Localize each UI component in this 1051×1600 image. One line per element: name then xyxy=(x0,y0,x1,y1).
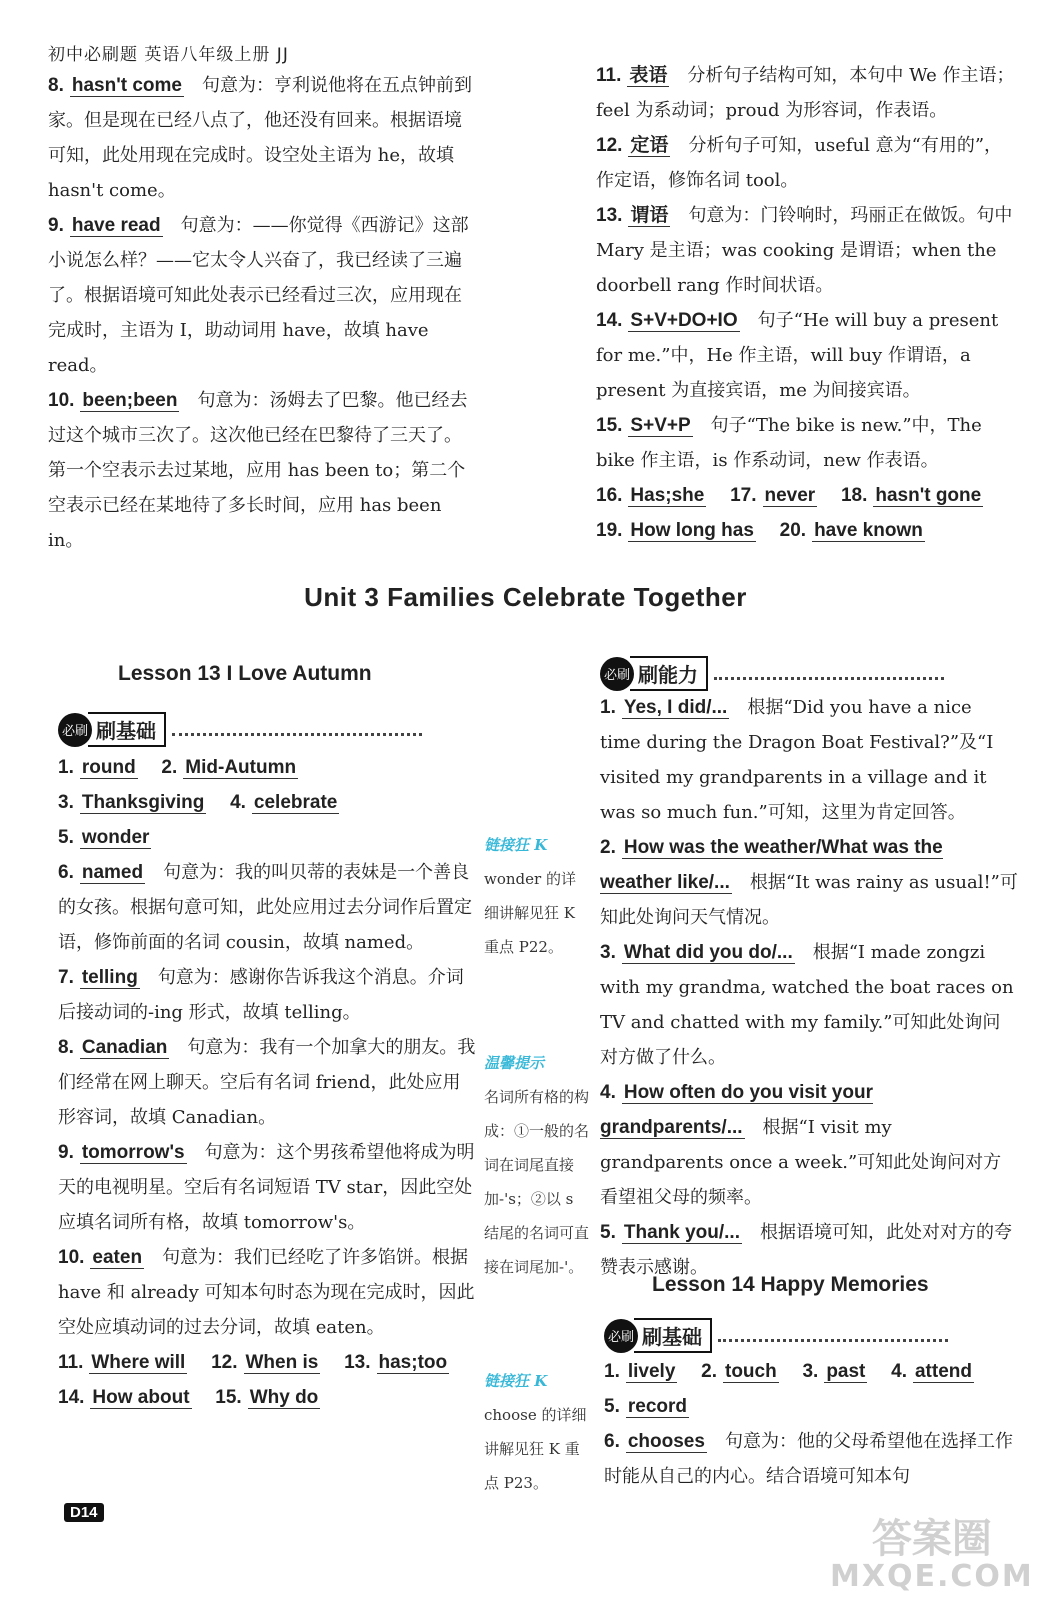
explanation: 句意为：我有一个加拿大的朋友。我们经常在网上聊天。空后有名词 friend，此处应用形容词，故填 Canadian。 xyxy=(58,1037,476,1128)
item-number: 1. xyxy=(58,757,74,778)
answer-text: 定语 xyxy=(630,135,669,156)
item-number: 5. xyxy=(600,1222,616,1243)
ability-column xyxy=(600,690,1018,1285)
explanation: 根据“I made zongzi with my grandma, watched the boat races on TV and chatted with my family.”可知此处询问对方做了什么。 xyxy=(600,942,1014,1068)
short-answer-row xyxy=(604,1389,1018,1424)
answer-item xyxy=(600,830,1018,935)
side-note-tag: 温馨提示 xyxy=(484,1054,545,1072)
item-number: 5. xyxy=(58,827,74,848)
item-number: 6. xyxy=(58,862,74,883)
lesson-13-column xyxy=(58,750,476,1415)
explanation: 句意为：感谢你告诉我这个消息。介词后接动词的-ing 形式，故填 telling。 xyxy=(58,967,464,1023)
badge-basic-14 xyxy=(604,1318,948,1353)
explanation: 句意为：他的父母希望他在选择工作时能从自己的内心。结合语境可知本句 xyxy=(604,1431,1013,1487)
item-number: 11. xyxy=(596,65,622,86)
answer-text: record xyxy=(627,1396,687,1417)
side-note-choose xyxy=(484,1364,590,1500)
answer-text: touch xyxy=(725,1361,777,1382)
answer-item xyxy=(604,1424,1018,1494)
answer-text: Where will xyxy=(91,1352,186,1373)
answer-item xyxy=(48,208,478,383)
explanation: 根据“It was rainy as usual!”可知此处询问天气情况。 xyxy=(600,872,1018,928)
answer-text: hasn't gone xyxy=(875,485,982,506)
answer-text: Thanksgiving xyxy=(81,792,205,813)
side-note-tag: 链接狂 K xyxy=(484,1372,548,1390)
item-number: 2. xyxy=(600,837,616,858)
side-note-possessive xyxy=(484,1046,590,1284)
item-number: 6. xyxy=(604,1431,620,1452)
badge-icon: 必刷 xyxy=(604,1319,638,1353)
item-number: 18. xyxy=(840,485,868,506)
answer-item xyxy=(596,128,1016,198)
lesson-13-title: Lesson 13 I Love Autumn xyxy=(118,662,372,685)
item-number: 4. xyxy=(600,1082,616,1103)
item-number: 3. xyxy=(600,942,616,963)
top-right-column xyxy=(596,58,1016,548)
explanation: 根据“I visit my grandparents once a week.”可知此处询问对方看望祖父母的频率。 xyxy=(600,1117,1002,1208)
explanation: 句意为：——你觉得《西游记》这部小说怎么样？——它太令人兴奋了，我已经读了三遍了。根据语境可知此处表示已经看过三次，应用现在完成时，主语为 I，助动词用 have，故填 have read。 xyxy=(48,215,469,376)
lesson-14-column xyxy=(604,1354,1018,1494)
explanation: 句意为：门铃响时，玛丽正在做饭。句中 Mary 是主语；was cooking 是谓语；when the doorbell rang 作时间状语。 xyxy=(596,205,1013,296)
answer-item xyxy=(58,1030,476,1135)
answer-text: eaten xyxy=(92,1247,143,1268)
answer-text: has;too xyxy=(378,1352,448,1373)
answer-text: telling xyxy=(81,967,138,988)
answer-item xyxy=(596,58,1016,128)
item-number: 9. xyxy=(48,215,64,236)
answer-item xyxy=(600,935,1018,1075)
item-number: 8. xyxy=(58,1037,74,1058)
running-header: 初中必刷题 英语八年级上册 JJ xyxy=(48,45,289,65)
answer-item xyxy=(58,1240,476,1345)
answer-item xyxy=(58,1135,476,1240)
item-number: 20. xyxy=(779,520,807,541)
answer-text: Yes, I did/... xyxy=(623,697,728,718)
item-number: 12. xyxy=(596,135,623,156)
explanation: 句子“He will buy a present for me.”中，He 作主语，will buy 作谓语，a present 为直接宾语，me 为间接宾语。 xyxy=(596,310,999,401)
answer-item xyxy=(596,408,1016,478)
explanation: 分析句子可知，useful 意为“有用的”，作定语，修饰名词 tool。 xyxy=(596,135,1003,191)
explanation: 句意为：这个男孩希望他将成为明天的电视明星。空后有名词短语 TV star，因此空处应填名词所有格，故填 tomorrow's。 xyxy=(58,1142,475,1233)
side-note-wonder xyxy=(484,828,590,964)
item-number: 19. xyxy=(596,520,623,541)
item-number: 16. xyxy=(596,485,623,506)
short-answer-row xyxy=(596,478,1016,513)
explanation: 句意为：我们已经吃了许多馅饼。根据 have 和 already 可知本句时态为现在完成时，因此空处应填动词的过去分词，故填 eaten。 xyxy=(58,1247,475,1338)
answer-text: When is xyxy=(245,1352,319,1373)
item-number: 1. xyxy=(600,697,616,718)
explanation: 句意为：汤姆去了巴黎。他已经去过这个城市三次了。这次他已经在巴黎待了三天了。第一个空表示去过某地，应用 has been to；第二个空表示已经在某地待了多长时间，应用 has been in。 xyxy=(48,390,468,551)
item-number: 8. xyxy=(48,75,64,96)
watermark-line-2: MXQE.COM xyxy=(830,1559,1034,1594)
side-note-text: 名词所有格的构成：①一般的名词在词尾直接加-'s；②以 s 结尾的名词可直接在词尾加-'。 xyxy=(484,1088,590,1276)
badge-icon: 必刷 xyxy=(58,713,92,747)
dotted-rule xyxy=(718,1329,948,1342)
answer-text: 谓语 xyxy=(630,205,669,226)
answer-text: How was the weather/What was the weather like/... xyxy=(600,837,943,893)
answer-text: have read xyxy=(71,215,161,236)
item-number: 17. xyxy=(730,485,757,506)
dotted-rule xyxy=(714,667,944,680)
item-number: 13. xyxy=(596,205,623,226)
short-answer-row xyxy=(58,1345,476,1380)
short-answer-row xyxy=(604,1354,1018,1389)
answer-text: 表语 xyxy=(629,65,668,86)
answer-item xyxy=(48,383,478,558)
answer-item xyxy=(48,68,478,208)
watermark xyxy=(830,1516,1034,1596)
item-number: 4. xyxy=(230,792,246,813)
badge-icon: 必刷 xyxy=(600,657,634,691)
side-note-text: choose 的详细讲解见狂 K 重点 P23。 xyxy=(484,1406,587,1492)
answer-text: been;been xyxy=(82,390,178,411)
item-number: 3. xyxy=(802,1361,819,1382)
item-number: 2. xyxy=(161,757,178,778)
unit-title: Unit 3 Families Celebrate Together xyxy=(304,582,747,612)
item-number: 12. xyxy=(211,1352,238,1373)
item-number: 15. xyxy=(596,415,623,436)
page-number: D14 xyxy=(64,1503,104,1522)
short-answer-row xyxy=(58,750,476,785)
item-number: 4. xyxy=(891,1361,907,1382)
answer-text: round xyxy=(81,757,136,778)
dotted-rule xyxy=(172,723,422,736)
badge-label: 刷基础 xyxy=(88,712,166,747)
answer-text: Thank you/... xyxy=(623,1222,740,1243)
item-number: 10. xyxy=(48,390,75,411)
side-note-tag: 链接狂 K xyxy=(484,836,548,854)
answer-text: How about xyxy=(92,1387,190,1408)
answer-text: lively xyxy=(627,1361,676,1382)
answer-item xyxy=(58,855,476,960)
badge-label: 刷能力 xyxy=(630,656,708,691)
badge-ability xyxy=(600,656,944,691)
side-note-text: wonder 的详细讲解见狂 K 重点 P22。 xyxy=(484,870,576,956)
item-number: 13. xyxy=(344,1352,371,1373)
badge-basic xyxy=(58,712,422,747)
explanation: 句意为：我的叫贝蒂的表妹是一个善良的女孩。根据句意可知，此处应用过去分词作后置定语，修饰前面的名词 cousin，故填 named。 xyxy=(58,862,472,953)
short-answer-row xyxy=(58,785,476,820)
item-number: 14. xyxy=(596,310,623,331)
answer-text: hasn't come xyxy=(71,75,182,96)
answer-text: What did you do/... xyxy=(623,942,793,963)
answer-text: chooses xyxy=(627,1431,705,1452)
item-number: 5. xyxy=(604,1396,620,1417)
answer-text: How long has xyxy=(630,520,754,541)
answer-item xyxy=(600,690,1018,830)
answer-text: never xyxy=(764,485,816,506)
answer-text: named xyxy=(81,862,144,883)
item-number: 7. xyxy=(58,967,74,988)
item-number: 2. xyxy=(701,1361,717,1382)
item-number: 15. xyxy=(215,1387,242,1408)
explanation: 分析句子结构可知，本句中 We 作主语；feel 为系动词；proud 为形容词，作表语。 xyxy=(596,65,1015,121)
answer-text: Has;she xyxy=(630,485,705,506)
answer-text: Why do xyxy=(249,1387,319,1408)
answer-item xyxy=(596,303,1016,408)
watermark-line-1: 答案圈 xyxy=(871,1516,992,1562)
answer-text: tomorrow's xyxy=(81,1142,185,1163)
short-answer-row xyxy=(58,1380,476,1415)
answer-text: S+V+DO+IO xyxy=(630,310,738,331)
answer-text: have known xyxy=(814,520,923,541)
lesson-14-title: Lesson 14 Happy Memories xyxy=(652,1273,929,1296)
item-number: 11. xyxy=(58,1352,84,1373)
top-left-column xyxy=(48,68,478,558)
item-number: 9. xyxy=(58,1142,74,1163)
answer-text: S+V+P xyxy=(630,415,691,436)
answer-item xyxy=(58,960,476,1030)
answer-text: celebrate xyxy=(253,792,338,813)
answer-text: past xyxy=(826,1361,866,1382)
explanation: 句子“The bike is new.”中，The bike 作主语，is 作系动词，new 作表语。 xyxy=(596,415,982,471)
explanation: 根据“Did you have a nice time during the Dragon Boat Festival?”及“I visited my grandparents in a village and it was so much fun.”可知，这里为肯定回答。 xyxy=(600,697,994,823)
short-answer-row xyxy=(58,820,476,855)
answer-item xyxy=(596,198,1016,303)
answer-text: attend xyxy=(914,1361,972,1382)
explanation: 句意为：亨利说他将在五点钟前到家。但是现在已经八点了，他还没有回来。根据语境可知，此处用现在完成时。设空处主语为 he，故填 hasn't come。 xyxy=(48,75,472,201)
answer-text: wonder xyxy=(81,827,150,848)
answer-text: Mid-Autumn xyxy=(185,757,297,778)
item-number: 10. xyxy=(58,1247,85,1268)
answer-text: How often do you visit your grandparents/... xyxy=(600,1082,873,1138)
badge-label: 刷基础 xyxy=(634,1318,712,1353)
answer-text: Canadian xyxy=(81,1037,168,1058)
explanation: 根据语境可知，此处对对方的夸赞表示感谢。 xyxy=(600,1222,1012,1278)
item-number: 3. xyxy=(58,792,74,813)
answer-item xyxy=(600,1075,1018,1215)
item-number: 1. xyxy=(604,1361,620,1382)
short-answer-row xyxy=(596,513,1016,548)
item-number: 14. xyxy=(58,1387,85,1408)
